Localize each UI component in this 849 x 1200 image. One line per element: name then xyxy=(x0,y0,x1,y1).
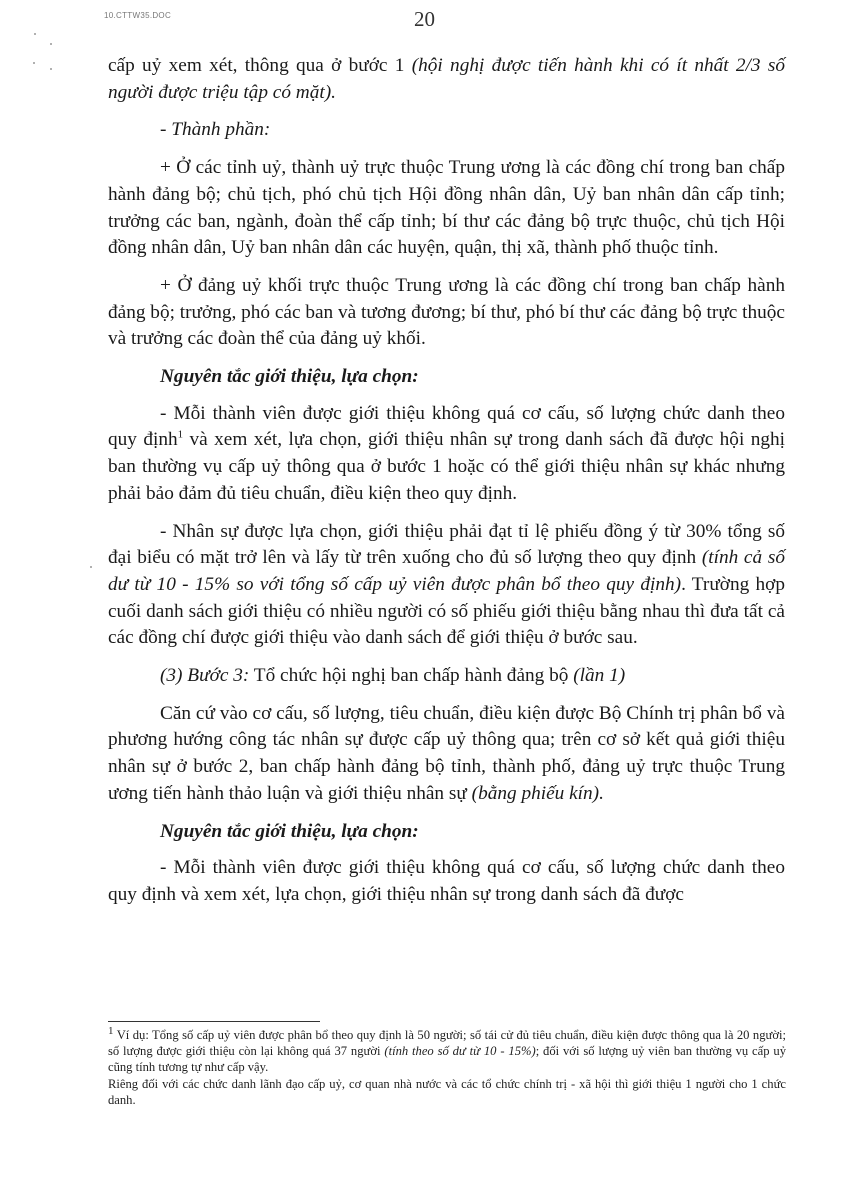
footnote-1-continuation: Riêng đối với các chức danh lãnh đạo cấp uỷ, cơ quan nhà nước và các tổ chức chính trị - xã hội thì giới thiệu 1 người cho 1 chức danh. xyxy=(108,1076,786,1107)
paragraph-text: Căn cứ vào cơ cấu, số lượng, tiêu chuẩn, điều kiện được Bộ Chính trị phân bổ và phương hướng công tác nhân sự được cấp uỷ thông qua; trên cơ sở kết quả giới thiệu nhân sự ở bước 2, ban chấp hành đảng bộ tỉnh, thành phố, đảng uỷ trực thuộc Trung ương tiến hành thảo luận và giới thiệu nhân sự xyxy=(108,702,785,804)
paragraph-text: - Nhân sự được lựa chọn, giới thiệu phải đạt tỉ lệ phiếu đồng ý từ 30% tổng số đại biểu có mặt trở lên và lấy từ trên xuống cho đủ số lượng theo quy định xyxy=(108,520,785,569)
paragraph-bloc-committees: + Ở đảng uỷ khối trực thuộc Trung ương là các đồng chí trong ban chấp hành đảng bộ; trưởng, phó các ban và tương đương; bí thư, phó bí thư các đảng bộ trực thuộc và trưởng các đoàn thể của đảng uỷ khối. xyxy=(108,274,785,350)
paragraph-member-nomination xyxy=(108,401,785,508)
paragraph-italic-note: (hội nghị được tiến hành khi có ít nhất 2/3 số người được triệu tập có mặt). xyxy=(108,55,785,103)
paragraph-italic-note: (bằng phiếu kín). xyxy=(471,782,604,804)
paragraph-step-3-basis xyxy=(108,701,785,808)
paragraph-member-nomination-2: - Mỗi thành viên được giới thiệu không quá cơ cấu, số lượng chức danh theo quy định và xem xét, lựa chọn, giới thiệu nhân sự trong danh sách đã được xyxy=(108,857,785,905)
step-label: (3) Bước 3: xyxy=(160,665,250,687)
paragraph-provincial-committees: + Ở các tỉnh uỷ, thành uỷ trực thuộc Trung ương là các đồng chí trong ban chấp hành đảng bộ; chủ tịch, phó chủ tịch Hội đồng nhân dân, Uỷ ban nhân dân cấp tỉnh; trưởng các ban, ngành, đoàn thể cấp tỉnh; bí thư các đảng bộ trực thuộc, chủ tịch Hội đồng nhân dân, Uỷ ban nhân dân các huyện, quận, thị xã, thành phố thuộc tỉnh. xyxy=(108,157,785,259)
document-file-label: 10.CTTW35.DOC xyxy=(104,11,172,20)
section-label-composition: - Thành phần: xyxy=(160,119,271,141)
footnote-section xyxy=(108,1024,786,1108)
page-number: 20 xyxy=(414,7,435,31)
step-text: Tổ chức hội nghị ban chấp hành đảng bộ xyxy=(249,665,574,687)
footnote-reference: 1 xyxy=(177,429,184,442)
paragraph-text: và xem xét, lựa chọn, giới thiệu nhân sự trong danh sách đã được hội nghị ban thường vụ cấp uỷ thông qua ở bước 1 hoặc có thể giới thiệu nhân sự khác nhưng phải bảo đảm đủ tiêu chuẩn, điều kiện theo quy định. xyxy=(108,429,785,504)
footnote-divider xyxy=(108,1021,320,1022)
footnote-1 xyxy=(108,1024,786,1076)
document-body xyxy=(108,53,785,920)
footnote-marker: 1 xyxy=(108,1024,114,1037)
footnote-text: Ví dụ: Tổng số cấp uỷ viên được phân bổ theo quy định là 50 người; số tái cử đủ tiêu chuẩn, điều kiện được thông qua là 20 người; số lượng được giới thiệu còn lại không quá 37 người xyxy=(108,1028,786,1059)
paragraph-continuation xyxy=(108,53,785,106)
step-3-title xyxy=(108,663,785,690)
section-heading-principles: Nguyên tắc giới thiệu, lựa chọn: xyxy=(160,366,419,388)
paragraph-vote-threshold xyxy=(108,519,785,653)
step-note: (lần 1) xyxy=(573,665,626,687)
footnote-italic-note: (tính theo số dư từ 10 - 15%) xyxy=(384,1044,536,1059)
paragraph-italic-note: (tính cả số dư từ 10 - 15% so với tổng số cấp uỷ viên được phân bổ theo quy định) xyxy=(108,547,785,595)
footnote-text: ; đối với số lượng uỷ viên ban thường vụ cấp uỷ cũng tính tương tự như cấp vậy. xyxy=(108,1044,786,1075)
section-heading-principles-2: Nguyên tắc giới thiệu, lựa chọn: xyxy=(160,820,419,842)
paragraph-text: cấp uỷ xem xét, thông qua ở bước 1 xyxy=(108,55,412,76)
paragraph-text: . Trường hợp cuối danh sách giới thiệu có nhiều người có số phiếu giới thiệu bằng nhau thì đưa tất cả các đồng chí được giới thiệu vào danh sách để giới thiệu ở bước sau. xyxy=(108,573,785,649)
paragraph-text: - Mỗi thành viên được giới thiệu không quá cơ cấu, số lượng chức danh theo quy định xyxy=(108,402,785,451)
